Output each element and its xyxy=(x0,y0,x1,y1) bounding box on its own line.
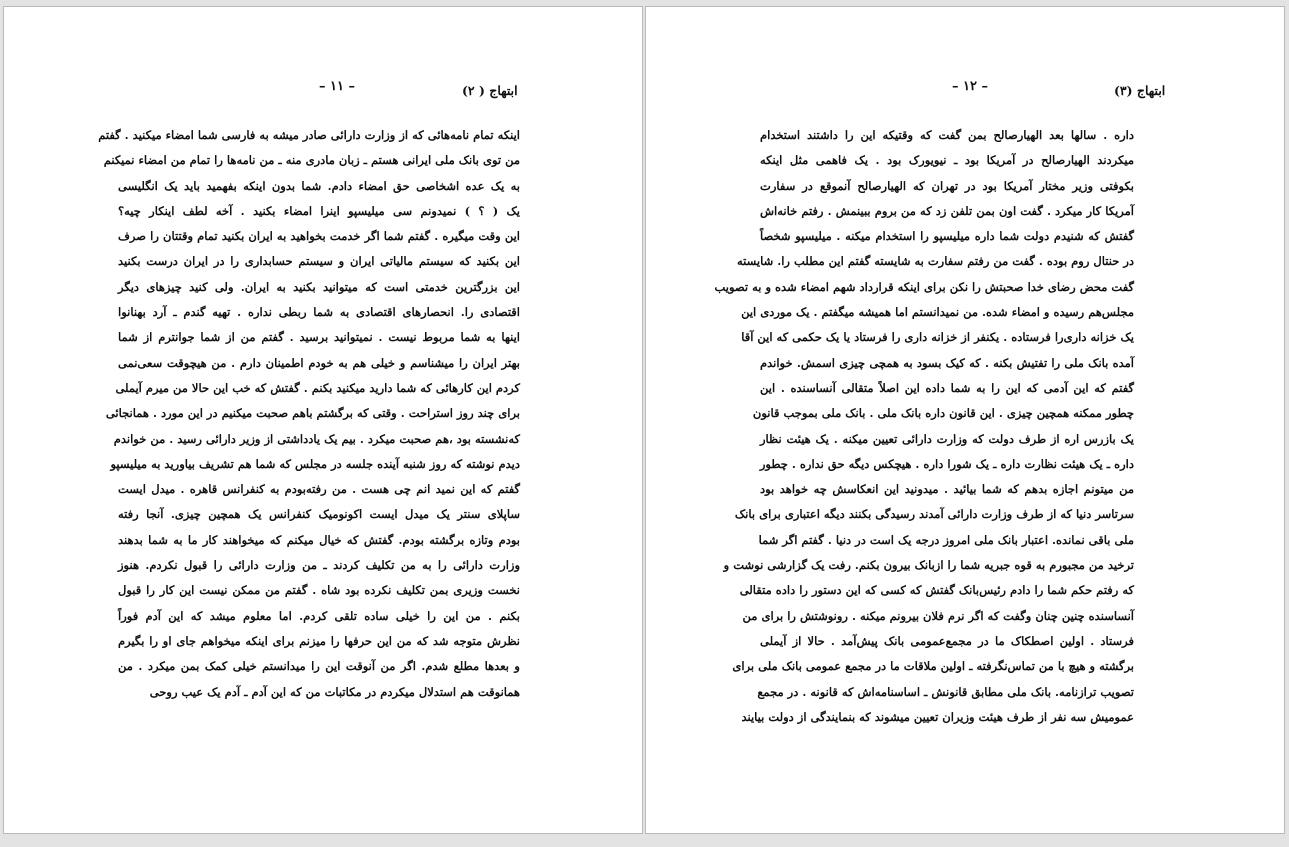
text-line: تصویب ترازنامه. بانک ملی مطابق قانونش ـ اساسنامه‌اش که قانونه . در مجمع xyxy=(757,684,1134,699)
text-line: عمومیش سه نفر از طرف هیئت وزیران تعیین میشوند که بنمایندگی از دولت بیایند xyxy=(741,709,1134,724)
text-line: گفت محض رضای خدا صحبتش را نکن برای اینکه قرارداد شهم امضاء شده و به تصویب xyxy=(714,279,1134,294)
text-line: که‌نشسته بود ،هم صحبت میکرد . بیم یک یادداشتی از وزیر دارائی رسید . من خواندم xyxy=(113,431,520,446)
text-line: برای چند روز استراحت . وقتی که برگشتم باهم صحبت میکنیم در این مورد . همانجائی xyxy=(105,406,520,421)
text-line: مجلس‌هم رسیده و امضاء شده. من نمیدانستم اما همیشه میگفتم . یک موردی این xyxy=(741,305,1134,320)
text-line: به یک عده اشخاصی حق امضاء دادم. شما بدون اینکه بفهمید باید یک انگلیسی xyxy=(118,178,520,193)
text-line: آمریکا کار میکرد . گفت اون بمن تلفن زد که من بروم ببینمش . رفتم خانه‌اش xyxy=(760,203,1134,218)
text-line: اقتصادی را. انحصارهای اقتصادی به شما ربطی نداره . تهیه گندم ـ آرد بهنانوا xyxy=(118,305,520,320)
text-line: که رفتم حکم شما را دادم رئیس‌بانک گفتش که کسی که این دستور را داده متقالی xyxy=(739,583,1134,598)
text-line: ساپلای سنتر یک میدل ایست اکونومیک کنفرانس یک همچین چیزی. آنجا رفته xyxy=(118,507,520,522)
text-line: کردم این کارهائی که شما دارید میکنید بکنم . گفتش که خب این حالا من میرم آیملی xyxy=(115,380,520,395)
text-line: داره ـ یک هیئت نظارت داره ـ یک شورا داره . هیچکس دیگه حق نداره . چطور xyxy=(759,456,1134,471)
text-line: نخست وزیری بمن تکلیف نکرده بود شاه . گفتم من ممکن نیست این کار را قبول xyxy=(118,583,520,598)
text-line: وزارت دارائی را به من تکلیف کردند ـ من وزارت دارائی را قبول نکردم. هنوز xyxy=(118,558,520,573)
text-line: آمده بانک ملی را تفتیش بکنه . که کیک بسود به همچی چیزی اسمش. خواندم xyxy=(760,355,1134,370)
text-line: و بعدها مطلع شدم. اگر من آنوقت این را میدانستم خیلی کمک بمن میکرد . من xyxy=(118,659,520,674)
text-line: گفتم که این نمید انم چی هست . من رفته‌بودم به کنفرانس قاهره . میدل ایست xyxy=(118,482,520,497)
text-line: یک خزانه داری‌را فرستاده . یکنفر از خزانه داری را فرستاد یا یک حکمی که این آقا xyxy=(741,330,1134,345)
text-line: بکوفتی وزیر مختار آمریکا بود در تهران که الهیارصالح آنموقع در سفارت xyxy=(760,178,1134,193)
text-line: گفتش که شنیدم دولت شما داره میلیسپو را استخدام میکنه . میلیسپو شخصاً xyxy=(760,229,1134,244)
text-line: نظرش متوجه شد که من این حرفها را میزنم برای اینکه میخواهم جای او را بگیرم xyxy=(118,633,520,648)
text-line: آنساسنده چنین چنان وگفت که اگر نرم فلان بیرونم میکنه . رونوشتش را برای من xyxy=(742,608,1134,623)
text-line: ترخید من مجبورم به قوه جبریه شما را ازبانک بیرون بکنم. رفت یک گزارشی نوشت و xyxy=(723,558,1134,573)
text-line: ملی باقی نمانده. اعتبار بانک ملی امروز درجه یک است در دنیا . گفتم اگر شما xyxy=(758,532,1134,547)
document-page-right xyxy=(645,6,1285,834)
text-line: بهتر ایران را میشناسم و خیلی هم به خودم اطمینان دارم . من هیچوقت سعی‌نمی‌ xyxy=(118,355,520,370)
document-page-left xyxy=(3,6,643,834)
text-line: اینکه تمام نامه‌هائی که از وزارت دارائی صادر میشه به فارسی شما امضاء میکنید . گفتم xyxy=(98,128,520,142)
text-line: اینها به شما مربوط نیست . نمیتوانید برسید . گفتم من از شما جوانترم از شما xyxy=(118,330,520,345)
page-number: – ۱۲ – xyxy=(952,79,989,94)
text-line: بکنم . من این را خیلی ساده تلقی کردم. اما معلوم میشد که این آدم فوراً xyxy=(118,608,520,623)
page-header: ابتهاج (۳) xyxy=(1114,83,1166,98)
text-line: گفتم که این آدمی که این را به شما داده این اصلاً متقالی آنساسنده . این xyxy=(760,380,1134,395)
text-line: داره . سالها بعد الهیارصالح بمن گفت که وقتیکه این را داشتند استخدام xyxy=(760,128,1134,142)
text-line: سرتاسر دنیا که از طرف وزارت دارائی آمدند رسیدگی بکنند دیگه اعتباری برای بانک xyxy=(734,507,1134,522)
page-body-text xyxy=(98,123,520,705)
text-line: یک بازرس اره از طرف دولت که وزارت دارائی تعیین میکنه . یک هیئت نظار xyxy=(760,431,1134,446)
text-line: بودم وتازه برگشته بودم. گفتش که خیال میکنم که میخواهند کار ما به شما بدهند xyxy=(118,532,520,547)
page-header: ابتهاج ( ۲) xyxy=(462,83,518,98)
text-line: این بکنید که سیستم مالیاتی ایران و سیستم حسابداری را در ایران درست بکنید xyxy=(118,254,520,269)
text-line: چطور ممکنه همچین چیزی . این قانون داره بانک ملی . بانک ملی بموجب قانون xyxy=(752,406,1134,421)
page-number: – ۱۱ – xyxy=(319,79,356,94)
text-line: یک ( ؟ ) نمیدونم سی میلیسپو اینرا امضاء بکنید . آخه لطف اینکار چیه‌؟ xyxy=(118,203,520,218)
text-line: فرستاد . اولین اصطکاک ما در مجمع‌عمومی بانک پیش‌آمد . حالا از آیملی xyxy=(760,633,1134,648)
text-line: این وقت میگیره . گفتم شما اگر خدمت بخواهید به ایران بکنید تمام وقتتان را صرف xyxy=(118,229,520,244)
text-line: من توی بانک ملی ایرانی هستم ـ زبان مادری منه ـ من نامه‌ها را تمام من امضاء نمیکنم xyxy=(103,153,520,168)
text-line: همانوقت هم استدلال میکردم در مکاتبات من که این آدم ـ آدم یک عیب روحی xyxy=(149,684,520,699)
text-line: میکردند الهیارصالح در آمریکا بود ـ نیویورک بود . یک فاهمی مثل اینکه xyxy=(760,153,1134,168)
text-line: در حنتال روم بوده . گفت من رفتم سفارت به شایسته گفتم این مطلب را. شایسته xyxy=(736,254,1134,269)
text-line: دیدم نوشته که روز شنبه آینده جلسه در مجلس که شما هم تشریف بیاورید به میلیسپو xyxy=(110,456,520,471)
text-line: من میتونم اجازه بدهم که شما بیائید . میدونید این انعکاسش چه خواهد بود xyxy=(760,482,1134,497)
text-line: این بزرگترین خدمتی است که میتوانید بکنید به ایران. ولی کنید چیزهای دیگر xyxy=(118,279,520,294)
text-line: برگشته و هیچ با من تماس‌نگرفته ـ اولین ملاقات ما در مجمع عمومی بانک ملی برای xyxy=(732,659,1134,674)
page-body-text xyxy=(714,123,1134,730)
